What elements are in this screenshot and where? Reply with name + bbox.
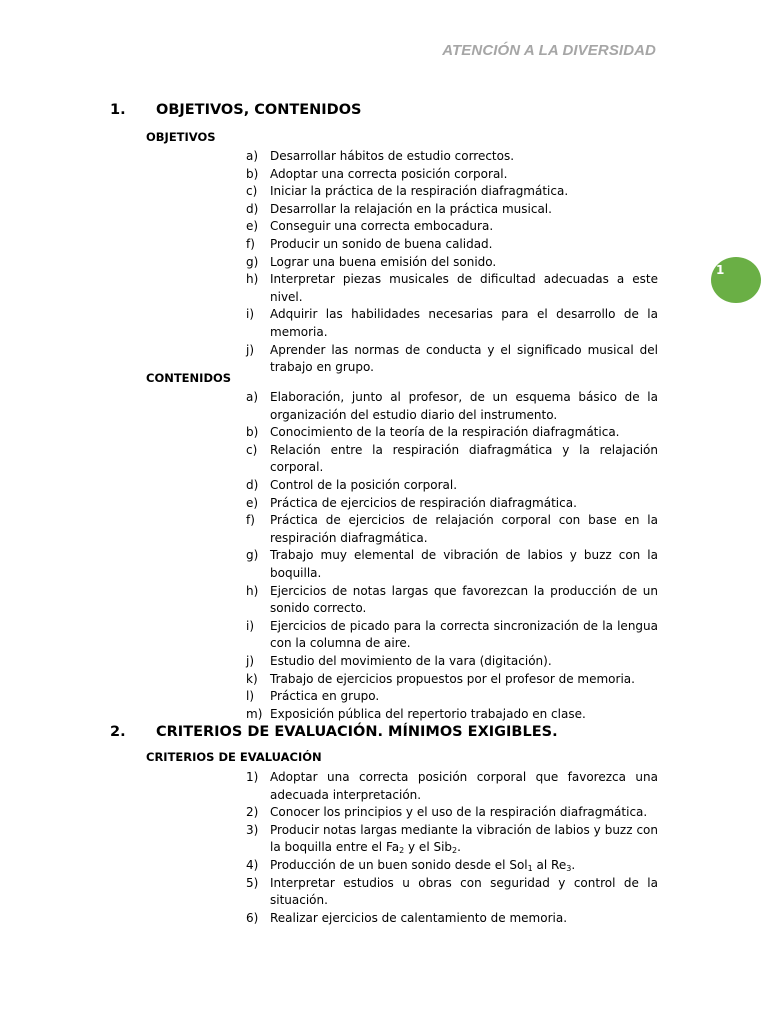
subscript: 2 bbox=[452, 846, 458, 856]
list-item bbox=[246, 857, 658, 875]
list-item bbox=[246, 495, 658, 513]
list-item-text: Iniciar la práctica de la respiración diafragmática. bbox=[270, 184, 569, 199]
list-item-text: Trabajo muy elemental de vibración de labios y buzz con la boquilla. bbox=[270, 548, 658, 580]
list-item bbox=[246, 424, 658, 442]
list-marker: 1) bbox=[246, 770, 259, 784]
list-item-text: Estudio del movimiento de la vara (digitación). bbox=[270, 653, 552, 668]
list-item-text: Exposición pública del repertorio trabajado en clase. bbox=[270, 706, 586, 721]
list-item-text: Trabajo de ejercicios propuestos por el profesor de memoria. bbox=[270, 671, 635, 686]
list-item-text: Relación entre la respiración diafragmática y la relajación corporal. bbox=[270, 442, 658, 475]
text-run: . bbox=[457, 840, 461, 855]
list-marker: a) bbox=[246, 390, 259, 404]
list-item-text bbox=[270, 858, 575, 872]
list-item-text: Aprender las normas de conducta y el significado musical del trabajo en grupo. bbox=[270, 342, 658, 375]
list-item bbox=[246, 442, 658, 477]
list-marker: 3) bbox=[246, 822, 259, 837]
subscript: 1 bbox=[527, 863, 533, 873]
list-item bbox=[246, 236, 658, 254]
subheading-contenidos: CONTENIDOS bbox=[146, 371, 232, 385]
page-number: 1 bbox=[716, 263, 725, 277]
list-marker: 2) bbox=[246, 805, 259, 820]
section-title: CRITERIOS DE EVALUACIÓN. MÍNIMOS EXIGIBLES. bbox=[156, 724, 558, 740]
list-marker: i) bbox=[246, 618, 255, 633]
list-item-text: Realizar ejercicios de calentamiento de memoria. bbox=[270, 910, 568, 925]
list-item-text: Conseguir una correcta embocadura. bbox=[270, 219, 494, 234]
list-item bbox=[246, 822, 658, 857]
text-run: Producción de un buen sonido desde el Sol bbox=[270, 857, 528, 872]
list-item bbox=[246, 910, 658, 928]
list-item-text bbox=[270, 823, 658, 855]
list-marker: g) bbox=[246, 548, 259, 563]
list-marker: c) bbox=[246, 442, 258, 457]
list-item bbox=[246, 688, 658, 706]
list-marker: b) bbox=[246, 425, 259, 440]
list-marker: c) bbox=[246, 184, 258, 199]
list-item-text: Control de la posición corporal. bbox=[270, 477, 458, 492]
list-marker: j) bbox=[246, 342, 255, 357]
list-item-text: Conocer los principios y el uso de la respiración diafragmática. bbox=[270, 805, 648, 820]
list-marker: 6) bbox=[246, 910, 259, 925]
text-run: y el Sib bbox=[404, 840, 453, 855]
list-marker: b) bbox=[246, 166, 259, 181]
list-item bbox=[246, 254, 658, 272]
list-item bbox=[246, 618, 658, 653]
list-item bbox=[246, 166, 658, 184]
objetivos-list bbox=[246, 148, 658, 377]
list-item-text: Adquirir las habilidades necesarias para el desarrollo de la memoria. bbox=[270, 307, 658, 339]
text-run: al Re bbox=[532, 857, 567, 872]
list-item-text: Desarrollar hábitos de estudio correctos. bbox=[270, 149, 515, 163]
list-item bbox=[246, 804, 658, 822]
section-title: OBJETIVOS, CONTENIDOS bbox=[156, 102, 362, 118]
list-marker: d) bbox=[246, 477, 259, 492]
list-marker: g) bbox=[246, 254, 259, 269]
section-number: 1. bbox=[110, 102, 126, 118]
page-number-badge bbox=[711, 257, 761, 303]
subscript: 2 bbox=[399, 846, 405, 856]
list-item-text: Interpretar piezas musicales de dificultad adecuadas a este nivel. bbox=[270, 272, 658, 304]
list-item bbox=[246, 271, 658, 306]
list-marker: 4) bbox=[246, 857, 259, 872]
list-item-text: Ejercicios de notas largas que favorezcan la producción de un sonido correcto. bbox=[270, 583, 658, 616]
list-item bbox=[246, 389, 658, 424]
list-marker: e) bbox=[246, 219, 259, 234]
list-marker: l) bbox=[246, 689, 255, 704]
list-item bbox=[246, 583, 658, 618]
list-marker: f) bbox=[246, 236, 255, 251]
document-header-title: ATENCIÓN A LA DIVERSIDAD bbox=[442, 42, 656, 59]
text-run: Producir notas largas mediante la vibración de labios y buzz con la boquilla entre el Fa bbox=[270, 822, 658, 855]
list-item bbox=[246, 653, 658, 671]
list-item-text: Adoptar una correcta posición corporal que favorezca una adecuada interpretación. bbox=[270, 770, 658, 802]
list-marker: a) bbox=[246, 149, 259, 163]
list-marker: k) bbox=[246, 671, 258, 686]
list-item bbox=[246, 512, 658, 547]
contenidos-list bbox=[246, 389, 658, 723]
list-item-text: Práctica en grupo. bbox=[270, 689, 380, 704]
list-marker: i) bbox=[246, 307, 255, 322]
list-marker: h) bbox=[246, 272, 259, 287]
list-item-text: Lograr una buena emisión del sonido. bbox=[270, 254, 497, 269]
list-item bbox=[246, 875, 658, 910]
list-marker: d) bbox=[246, 201, 259, 216]
list-item bbox=[246, 183, 658, 201]
list-item-text: Producir un sonido de buena calidad. bbox=[270, 236, 493, 251]
criterios-list bbox=[246, 769, 658, 927]
list-item bbox=[246, 769, 658, 804]
list-item bbox=[246, 306, 658, 341]
subheading-criterios: CRITERIOS DE EVALUACIÓN bbox=[146, 750, 322, 764]
list-marker: h) bbox=[246, 583, 259, 598]
list-item bbox=[246, 706, 658, 724]
subheading-objetivos: OBJETIVOS bbox=[146, 130, 216, 144]
list-item-text: Ejercicios de picado para la correcta sincronización de la lengua con la columna de aire. bbox=[270, 618, 658, 651]
list-item bbox=[246, 148, 658, 166]
subscript: 3 bbox=[566, 863, 572, 873]
list-item-text: Elaboración, junto al profesor, de un esquema básico de la organización del estudio diario del instrumento. bbox=[270, 390, 658, 422]
list-item bbox=[246, 671, 658, 689]
list-marker: e) bbox=[246, 495, 259, 510]
list-marker: 5) bbox=[246, 875, 259, 890]
list-item bbox=[246, 342, 658, 377]
list-item bbox=[246, 201, 658, 219]
text-run: . bbox=[571, 857, 576, 872]
list-marker: j) bbox=[246, 653, 255, 668]
list-marker: f) bbox=[246, 513, 255, 528]
list-item-text: Adoptar una correcta posición corporal. bbox=[270, 166, 508, 181]
list-item bbox=[246, 477, 658, 495]
list-item bbox=[246, 547, 658, 582]
list-item-text: Práctica de ejercicios de relajación corporal con base en la respiración diafragmática. bbox=[270, 513, 658, 545]
list-marker: m) bbox=[246, 706, 263, 721]
list-item-text: Conocimiento de la teoría de la respiración diafragmática. bbox=[270, 425, 620, 440]
list-item bbox=[246, 218, 658, 236]
list-item-text: Interpretar estudios u obras con seguridad y control de la situación. bbox=[270, 875, 658, 908]
section-number: 2. bbox=[110, 724, 126, 740]
list-item-text: Desarrollar la relajación en la práctica musical. bbox=[270, 201, 552, 216]
list-item-text: Práctica de ejercicios de respiración diafragmática. bbox=[270, 495, 577, 510]
